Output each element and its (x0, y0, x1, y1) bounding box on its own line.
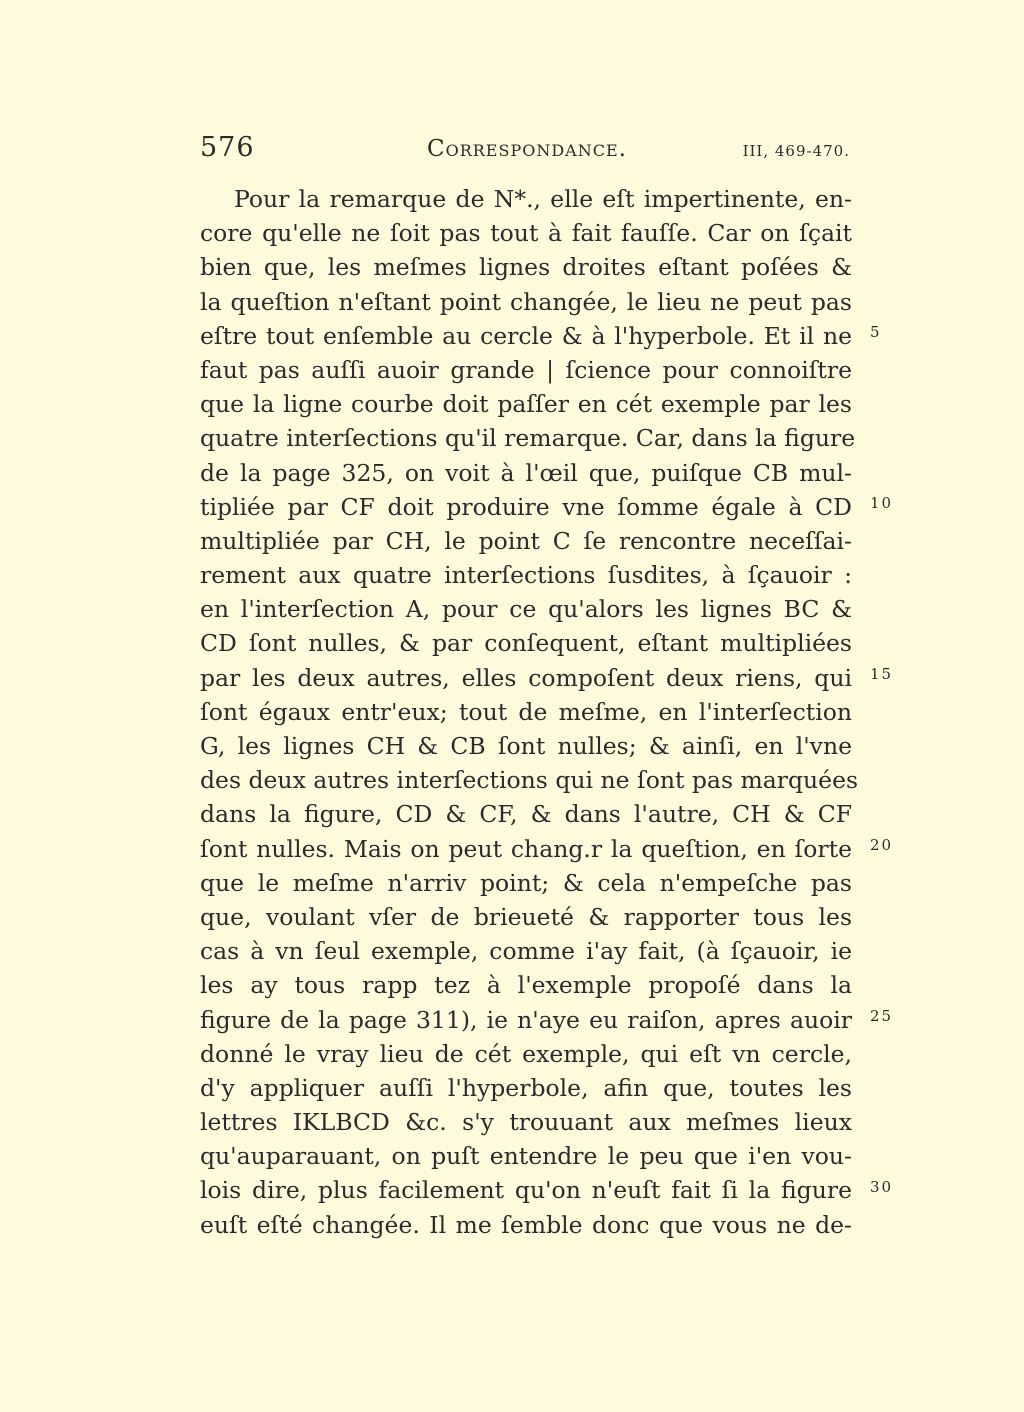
text-line: faut pas auſſi auoir grande | ſcience pour connoiſtre (200, 355, 852, 384)
text-line: par les deux autres, elles compoſent deux riens, qui (200, 663, 852, 692)
line-number: 10 (870, 494, 894, 512)
line-number: 25 (870, 1007, 894, 1025)
text-line: Pour la remarque de N*., elle eſt impertinente, en- (234, 185, 852, 213)
text-line: de la page 325, on voit à l'œil que, puiſque CB mul- (200, 458, 852, 487)
text-line: en l'interſection A, pour ce qu'alors les lignes BC & (200, 595, 852, 624)
text-line: euſt eſté changée. Il me ſemble donc que vous ne de- (200, 1210, 852, 1239)
text-line: cas à vn ſeul exemple, comme i'ay fait, (à ſçauoir, ie (200, 937, 852, 966)
text-line: figure de la page 311), ie n'aye eu raiſon, apres auoir (200, 1005, 852, 1034)
text-line: qu'auparauant, on puſt entendre le peu que i'en vou- (200, 1142, 852, 1171)
text-line: les ay tous rapp tez à l'exemple propoſé dans la (200, 971, 852, 1000)
line-number: 15 (870, 665, 894, 683)
text-line: dans la figure, CD & CF, & dans l'autre, CH & CF (200, 800, 852, 829)
page-header (200, 128, 852, 168)
text-line: tipliée par CF doit produire vne ſomme égale à CD (200, 492, 852, 521)
text-line: ſont égaux entr'eux; tout de meſme, en l'interſection (200, 697, 852, 726)
text-line: multipliée par CH, le point C ſe rencontre neceſſai- (200, 526, 852, 555)
line-number: 20 (870, 836, 894, 854)
text-line: la queſtion n'eſtant point changée, le lieu ne peut pas (200, 287, 852, 316)
text-line: des deux autres interſections qui ne ſont pas marquées (200, 766, 859, 795)
volume-reference: III, 469-470. (742, 142, 850, 160)
text-line: eſtre tout enſemble au cercle & à l'hyperbole. Et il ne (200, 321, 852, 350)
text-line: donné le vray lieu de cét exemple, qui eſt vn cercle, (200, 1039, 852, 1068)
text-line: d'y appliquer auſſi l'hyperbole, afin que, toutes les (200, 1073, 852, 1102)
text-line: lettres IKLBCD &c. s'y trouuant aux meſmes lieux (200, 1108, 852, 1137)
text-line: que le meſme n'arriv point; & cela n'empeſche pas (200, 868, 852, 897)
text-line: lois dire, plus facilement qu'on n'euſt fait ſi la figure (200, 1176, 852, 1205)
body-text (200, 182, 859, 1242)
text-line: que, voulant vſer de brieueté & rapporter tous les (200, 902, 852, 931)
line-number: 5 (870, 323, 882, 341)
text-line: bien que, les meſmes lignes droites eſtant poſées & (200, 253, 852, 282)
text-line: que la ligne courbe doit paſſer en cét exemple par les (200, 390, 852, 419)
running-title: Correspondance. (427, 136, 627, 162)
text-line: CD ſont nulles, & par conſequent, eſtant multipliées (200, 629, 852, 658)
line-number: 30 (870, 1178, 894, 1196)
text-line: core qu'elle ne ſoit pas tout à fait fauſſe. Car on ſçait (200, 219, 852, 248)
page-number: 576 (200, 132, 255, 163)
text-line: rement aux quatre interſections ſusdites, à ſçauoir : (200, 561, 852, 590)
text-line: ſont nulles. Mais on peut chang.r la queſtion, en ſorte (200, 834, 852, 863)
text-line: quatre interſections qu'il remarque. Car, dans la figure (200, 424, 856, 453)
text-line: G, les lignes CH & CB ſont nulles; & ainſi, en l'vne (200, 732, 852, 760)
